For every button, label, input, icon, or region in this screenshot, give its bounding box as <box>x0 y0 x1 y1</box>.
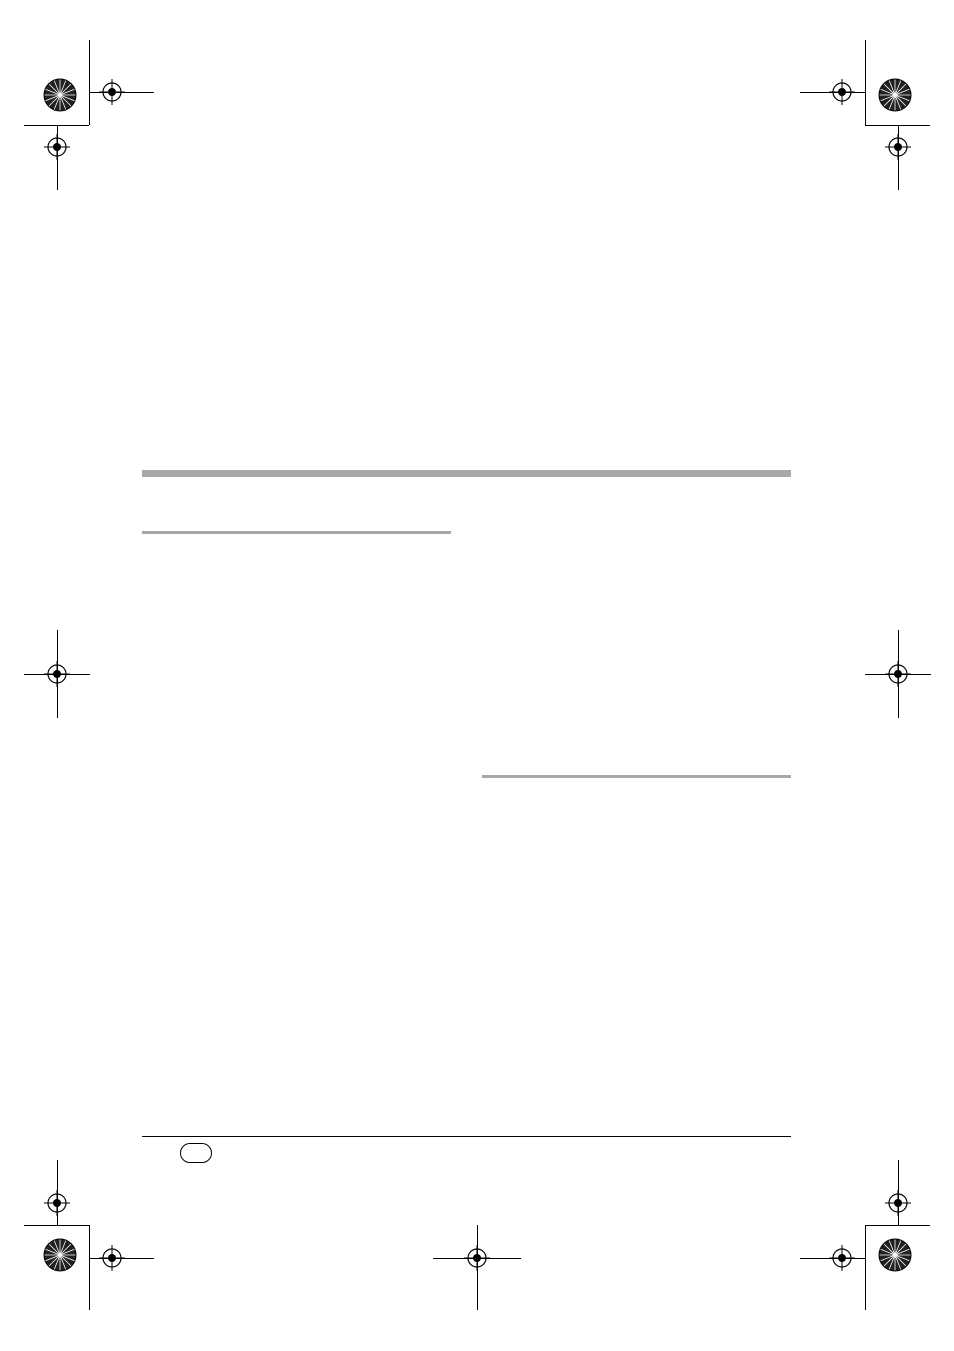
crosshair-icon <box>885 1190 911 1216</box>
color-target-icon <box>44 79 76 111</box>
crosshair-icon <box>464 1245 490 1271</box>
crosshair-icon <box>99 1245 125 1271</box>
color-target-icon <box>879 1239 911 1271</box>
color-target-icon <box>879 79 911 111</box>
crosshair-icon <box>44 1190 70 1216</box>
section-divider <box>142 470 791 477</box>
crosshair-icon <box>829 79 855 105</box>
crosshair-icon <box>44 134 70 160</box>
crosshair-icon <box>44 661 70 687</box>
crosshair-icon <box>885 661 911 687</box>
crosshair-icon <box>885 134 911 160</box>
footer-rule <box>142 1136 791 1137</box>
recipe-divider <box>142 531 451 534</box>
recipe-divider <box>482 775 791 778</box>
crosshair-icon <box>99 79 125 105</box>
crosshair-icon <box>829 1245 855 1271</box>
color-target-icon <box>44 1239 76 1271</box>
language-badge <box>180 1143 212 1163</box>
